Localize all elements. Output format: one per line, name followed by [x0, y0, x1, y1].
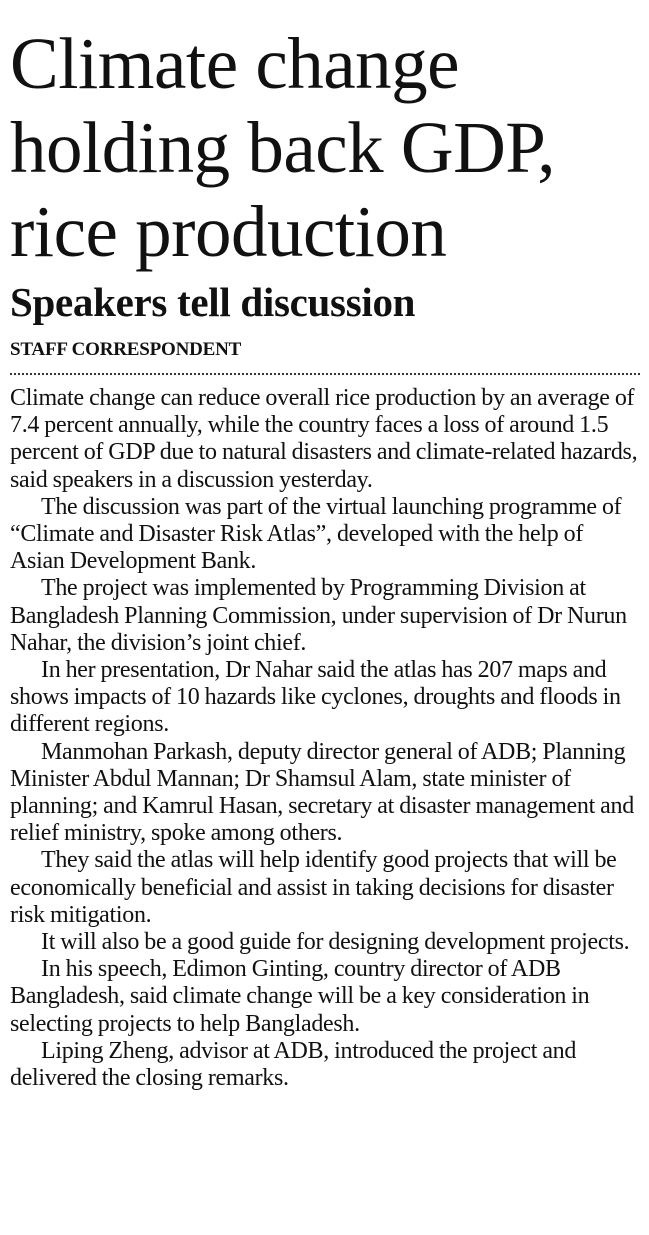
- byline: STAFF CORRESPONDENT: [10, 339, 242, 360]
- paragraph: Liping Zheng, advisor at ADB, introduced the project and delivered the closing remarks.: [10, 1037, 577, 1092]
- paragraph: The project was implemented by Programming Division at Bangladesh Planning Commission, under supervision of Dr Nurun Nahar, the division’s joint chief.: [10, 575, 627, 656]
- article-body: [10, 385, 640, 1092]
- paragraph: Climate change can reduce overall rice production by an average of 7.4 percent annually, while the country faces a loss of around 1.5 percent of GDP due to natural disasters and climate-related hazards, said speakers in a discussion yesterday.: [10, 385, 638, 493]
- headline: Climate change holding back GDP, rice production: [10, 23, 556, 272]
- subheadline: Speakers tell discussion: [10, 279, 416, 325]
- paragraph: It will also be a good guide for designing development projects.: [41, 929, 630, 956]
- paragraph: In her presentation, Dr Nahar said the atlas has 207 maps and shows impacts of 10 hazards like cyclones, droughts and floods in different regions.: [10, 657, 621, 738]
- paragraph: In his speech, Edimon Ginting, country director of ADB Bangladesh, said climate change will be a key consideration in selecting projects to help Bangladesh.: [10, 956, 590, 1037]
- news-article: [10, 0, 640, 1092]
- paragraph: The discussion was part of the virtual launching programme of “Climate and Disaster Risk Atlas”, developed with the help of Asian Development Bank.: [10, 493, 622, 575]
- dotted-divider: [10, 373, 640, 375]
- paragraph: Manmohan Parkash, deputy director general of ADB; Planning Minister Abdul Mannan; Dr Shamsul Alam, state minister of planning; and Kamrul Hasan, secretary at disaster management and relief ministry, spoke among others.: [10, 738, 634, 847]
- paragraph: They said the atlas will help identify good projects that will be economically beneficial and assist in taking decisions for disaster risk mitigation.: [10, 847, 617, 928]
